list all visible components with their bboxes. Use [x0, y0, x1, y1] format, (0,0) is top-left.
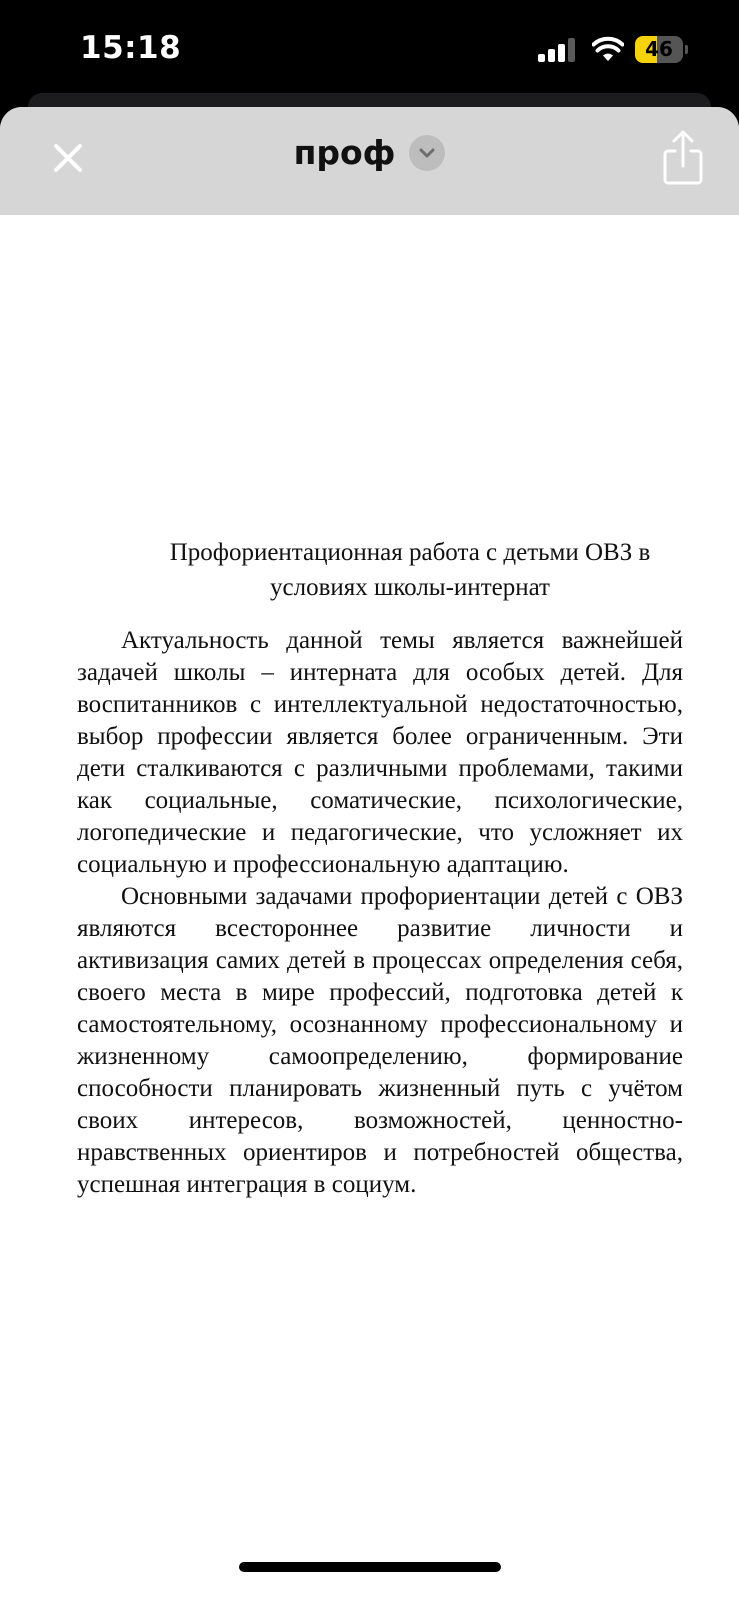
signal-bar-3: [558, 44, 565, 62]
title-group: [0, 133, 739, 183]
document-viewer-sheet: [0, 107, 739, 1600]
document-page[interactable]: [0, 215, 739, 1600]
battery-cap: [685, 45, 688, 54]
wifi-icon: [592, 36, 624, 62]
signal-bar-4: [568, 38, 575, 62]
battery-body: [635, 36, 683, 63]
battery-level: 46: [645, 37, 673, 61]
paragraph-tasks: Основными задачами профориентации детей с ОВЗ являются всестороннее развитие личности и активизация самих детей в процессах определения себя, своего места в мире профессий, подготовка детей к самостоятельному, осознанному профессиональному и жизненному самоопределению, формирование способности планировать жизненный путь с учётом своих интересов, возможностей, ценностно-нравственных ориентиров и потребностей общества, успешная интеграция в социум.: [77, 883, 683, 1198]
status-time: 15:18: [80, 30, 182, 66]
signal-bar-1: [538, 54, 545, 62]
home-indicator[interactable]: [239, 1562, 501, 1572]
chevron-down-icon: [417, 143, 437, 163]
battery-indicator: [635, 36, 687, 63]
document-title: проф: [293, 133, 396, 172]
heading-line-2: условиях школы-интернат: [270, 574, 550, 601]
status-bar: [0, 0, 739, 100]
signal-bar-2: [548, 49, 555, 62]
share-button[interactable]: [658, 129, 708, 189]
cellular-signal-icon: [538, 38, 578, 62]
navigation-bar: [0, 107, 739, 216]
title-chevron-button[interactable]: [409, 135, 445, 171]
paragraph-relevance: Актуальность данной темы является важнейшей задачей школы – интерната для особых детей. Для воспитанников с интеллектуальной недостаточностью, выбор профессии является более ограниченным. Эти дети сталкиваются с различными проблемами, такими как социальные, соматические, психологические, логопедические и педагогические, что усложняет их социальную и профессиональную адаптацию.: [77, 627, 683, 878]
title-menu-button[interactable]: [294, 133, 446, 172]
heading-line-1: Профориентационная работа с детьми ОВЗ в: [169, 539, 651, 566]
share-icon: [658, 129, 708, 189]
document-heading: [120, 535, 700, 605]
document-body: [77, 625, 683, 1201]
